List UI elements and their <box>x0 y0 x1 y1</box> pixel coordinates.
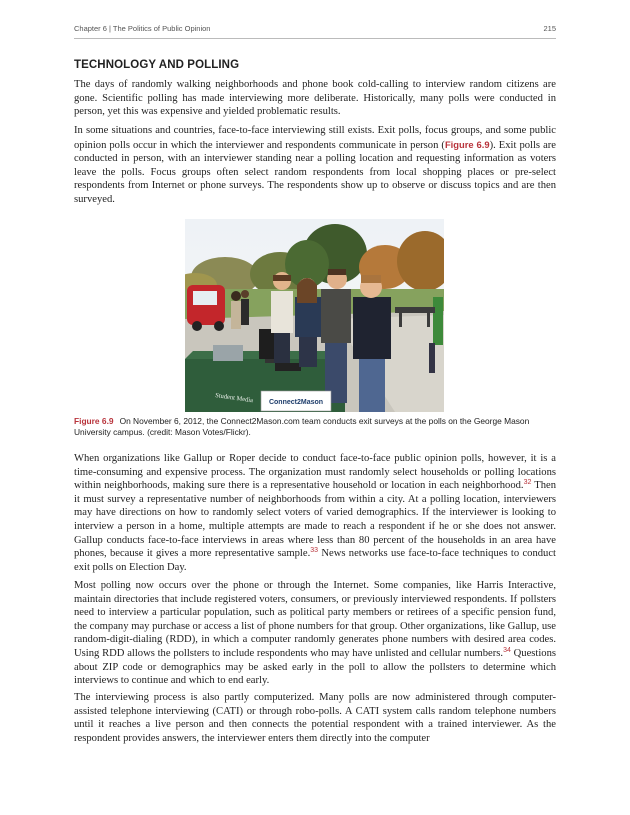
paragraph-2-text-a: In some situations and countries, face-to-face interviewing still exists. Exit polls, focus groups, and some public opinion polls occur in which the interviewer and respondents communicate in person ( <box>74 125 556 151</box>
paragraph-2 <box>74 124 556 207</box>
banner-text: Student Media <box>214 392 254 405</box>
figure-6-9-link[interactable]: Figure 6.9 <box>444 138 490 150</box>
footnote-34-link[interactable]: 34 <box>503 646 511 654</box>
section-heading: TECHNOLOGY AND POLLING <box>74 59 240 71</box>
paragraph-3-text-a: When organizations like Gallup or Roper decide to conduct face-to-face public opinion polls, however, it is a time-consuming and expensive process. The organization must randomly select households or polling locations within neighborhoods, making sure there is a representative household or location in each neighborhood. <box>74 453 556 492</box>
footnote-33-link[interactable]: 33 <box>310 547 319 555</box>
figure-label: Figure 6.9 <box>74 416 114 426</box>
figure-caption-text: On November 6, 2012, the Connect2Mason.com team conducts exit surveys at the polls on the George Mason University campus. (credit: Mason Votes/Flickr). <box>74 416 530 437</box>
sign-text: Connect2Mason <box>268 399 324 406</box>
paragraph-3 <box>74 452 556 574</box>
paragraph-1: The days of randomly walking neighborhoods and phone book cold-calling to interview random citizens are gone. Scientific polling has made interviewing more deliberate. Historically, many polls were conducted in person, yet this was expensive and yielded problematic results. <box>74 79 556 118</box>
paragraph-4-text-a: Most polling now occurs over the phone or through the Internet. Some companies, like Harris Interactive, maintain directories that include registered voters, consumers, or previously interviewed respondents. If pollsters need to interview a particular population, such as political party members or retirees of a specific pension fund, the company may purchase or access a list of phone numbers for that group. Other organizations, like Gallup, use random-digit-dialing (RDD), in which a computer randomly generates phone numbers with desired area codes. Using RDD allows the pollsters to include respondents who may have unlisted and cellular numbers. <box>74 580 556 659</box>
running-header <box>74 24 556 36</box>
paragraph-5: The interviewing process is also partly computerized. Many polls are now administered through computer-assisted telephone interviewing (CATI) or through robo-polls. A CATI system calls random telephone numbers until it reaches a live person and then connects the potential respondent with a trained interviewer. As the respondent provides answers, the interviewer enters them directly into the computer <box>74 692 556 744</box>
figure-photo <box>185 219 444 412</box>
page-number: 215 <box>543 24 556 33</box>
figure-caption <box>74 416 556 437</box>
paragraph-4 <box>74 579 556 688</box>
exit-poll-photo <box>185 219 444 412</box>
paragraph-3-text-c: News networks use face-to-face techniques to conduct exit polls on Election Day. <box>74 548 556 573</box>
header-rule <box>74 38 556 39</box>
chapter-title: Chapter 6 | The Politics of Public Opinion <box>74 24 211 33</box>
footnote-32-link[interactable]: 32 <box>523 479 532 487</box>
paragraph-3-text-b: Then it must survey a representative number of neighborhoods from within a city. At a polling location, interviewers may have directions on how to randomly select voters of varied demographics. If the interviewer is looking to interview a person in a home, multiple attempts are made to reach a respondent if he or she does not answer. Gallup conducts face-to-face interviews in areas where less than 80 percent of the households in an area have phones, because it gives a more representative sample. <box>74 480 556 560</box>
paragraph-2-text-b: ). Exit polls are conducted in person, with an interviewer standing near a polling location and requesting information as voters leave the polls. Focus groups often select random respondents from local shopping places or pre-select respondents from Internet or phone surveys. The respondents show up to observe or discuss topics and are then surveyed. <box>74 139 556 205</box>
paragraph-4-text-b: Questions about ZIP code or demographics may be asked early in the poll to allow the pollsters to determine which interviews to continue and which to end early. <box>74 647 556 687</box>
